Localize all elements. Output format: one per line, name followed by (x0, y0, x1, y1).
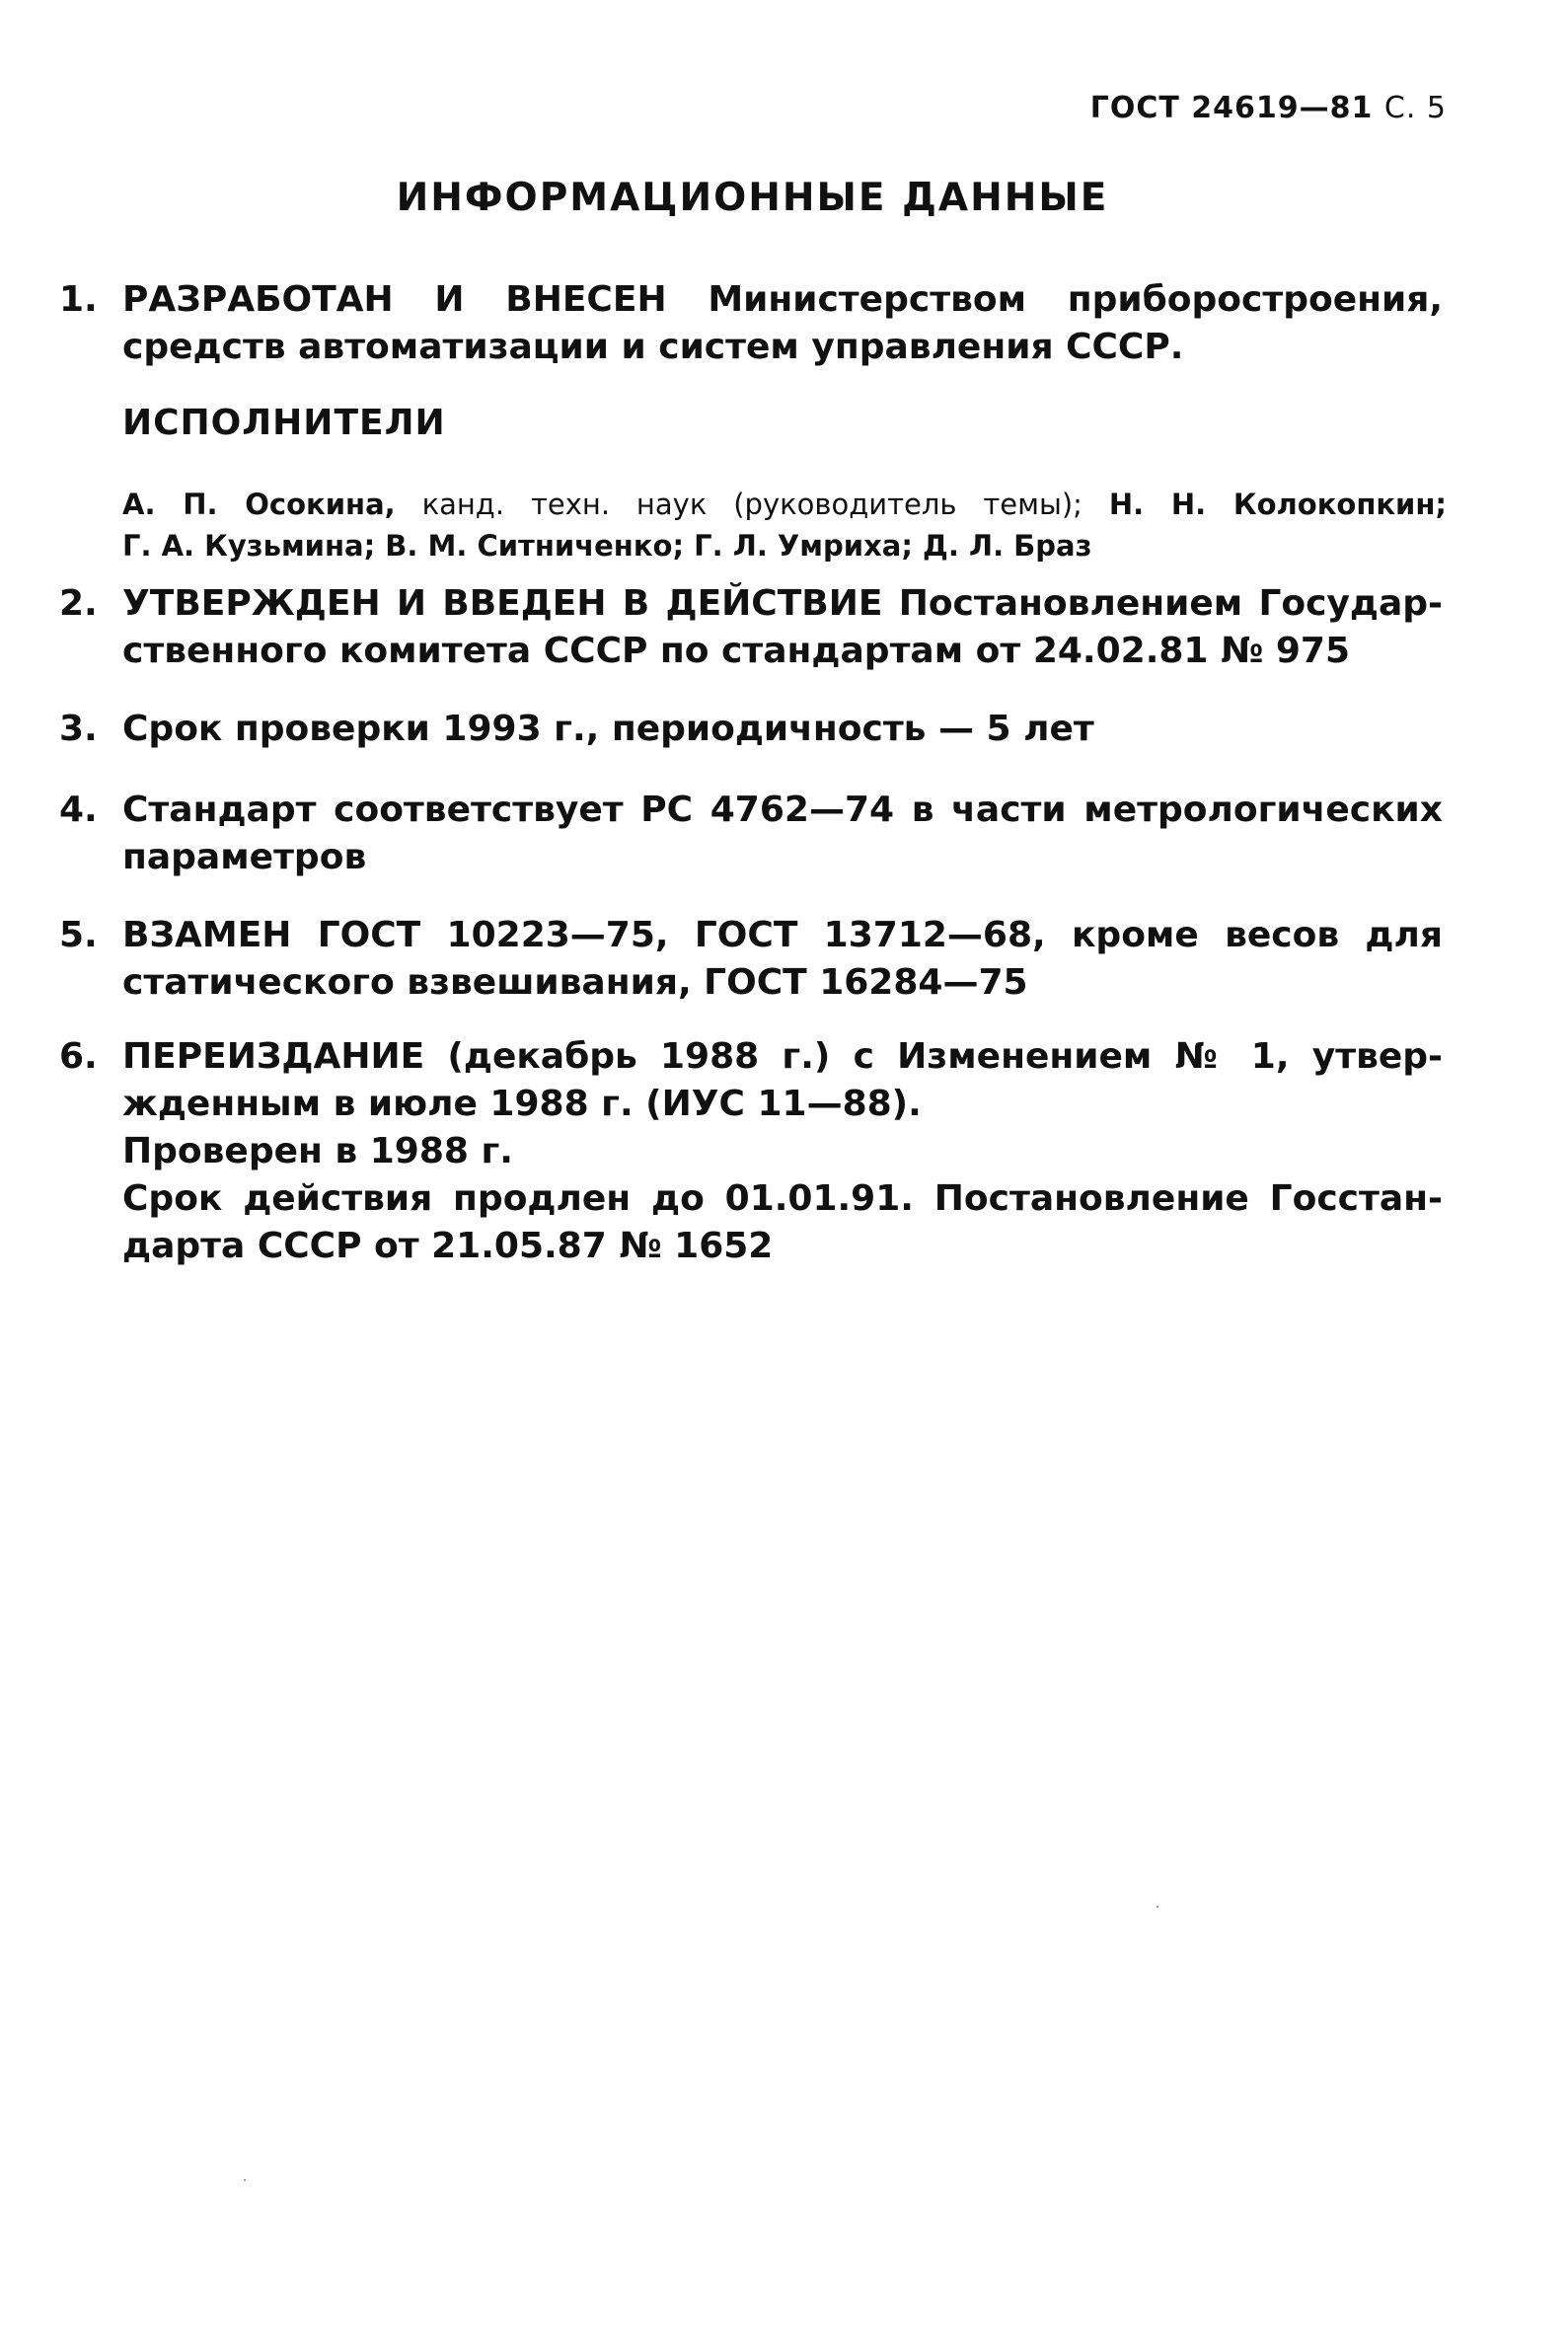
item-line: ВЗАМЕН ГОСТ 10223—75, ГОСТ 13712—68, кроме весов для (122, 915, 1443, 955)
item-number: 1. (59, 279, 98, 320)
performers-heading: ИСПОЛНИТЕЛИ (122, 403, 446, 443)
item-line: жденным в июле 1988 г. (ИУС 11—88). (122, 1084, 922, 1124)
page-header (1090, 91, 1447, 125)
item-line: УТВЕРЖДЕН И ВВЕДЕН В ДЕЙСТВИЕ Постановлением Государ- (122, 583, 1443, 624)
info-item-1 (59, 276, 1443, 371)
scan-speck (244, 2179, 246, 2181)
performer-name: А. П. Осокина, (122, 488, 396, 521)
item-line: ПЕРЕИЗДАНИЕ (декабрь 1988 г.) с Изменением № 1, утвер- (122, 1036, 1443, 1077)
info-item-4 (59, 787, 1443, 881)
item-line: дарта СССР от 21.05.87 № 1652 (122, 1226, 774, 1266)
page-number: С. 5 (1383, 91, 1447, 125)
item-number: 3. (59, 709, 98, 749)
info-item-2 (59, 580, 1443, 675)
performer-role: канд. техн. наук (руководитель темы); (421, 488, 1083, 521)
info-item-3 (59, 706, 1443, 753)
item-line: Стандарт соответствует РС 4762—74 в части метрологических (122, 790, 1443, 830)
item-line: статического взвешивания, ГОСТ 16284—75 (122, 962, 1028, 1003)
scan-speck (1157, 1906, 1158, 1908)
item-number: 6. (59, 1036, 98, 1077)
performers-list (122, 484, 1447, 566)
performer-name: Н. Н. Колокопкин; (1108, 488, 1447, 521)
item-line: Проверен в 1988 г. (122, 1131, 513, 1171)
item-line: Срок действия продлен до 01.01.91. Постановление Госстан- (122, 1178, 1443, 1219)
item-number: 5. (59, 915, 98, 955)
info-item-5 (59, 912, 1443, 1007)
document-title: ИНФОРМАЦИОННЫЕ ДАННЫЕ (396, 176, 1109, 220)
item-line: Срок проверки 1993 г., периодичность — 5 лет (122, 709, 1094, 749)
item-line: средств автоматизации и систем управления СССР. (122, 327, 1184, 367)
item-line: ственного комитета СССР по стандартам от 24.02.81 № 975 (122, 631, 1350, 671)
performers-line: Г. А. Кузьмина; В. М. Ситниченко; Г. Л. Умриха; Д. Л. Браз (122, 529, 1092, 563)
item-number: 4. (59, 790, 98, 830)
info-item-6 (59, 1033, 1443, 1270)
performers-line (122, 484, 1447, 525)
item-number: 2. (59, 583, 98, 624)
item-line: параметров (122, 837, 367, 877)
item-line: РАЗРАБОТАН И ВНЕСЕН Министерством приборостроения, (122, 279, 1443, 320)
standard-number: ГОСТ 24619—81 (1089, 91, 1374, 125)
